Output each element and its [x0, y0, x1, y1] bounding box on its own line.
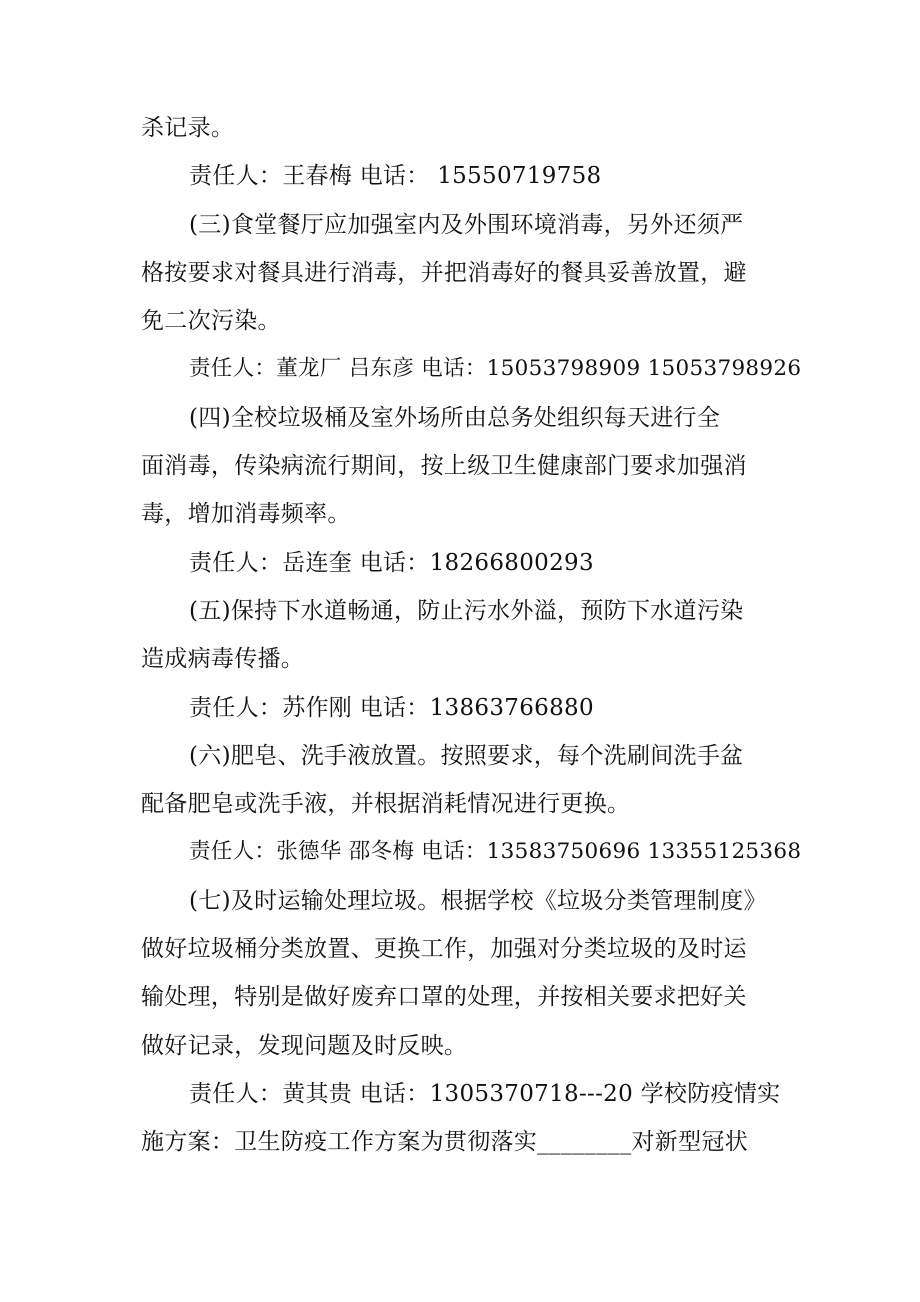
text-line: 毒，增加消毒频率。 — [141, 501, 351, 528]
text-line: 责任人：苏作刚 电话：13863766880 — [189, 694, 594, 721]
text-line: 做好记录，发现问题及时反映。 — [141, 1032, 468, 1059]
text-line: 责任人：岳连奎 电话：18266800293 — [189, 549, 594, 576]
text-line: 责任人：董龙厂 吕东彦 电话：15053798909 15053798926 — [189, 356, 802, 382]
text-line: 施方案：卫生防疫工作方案为贯彻落实________对新型冠状 — [141, 1129, 748, 1156]
text-line: (五)保持下水道畅通，防止污水外溢，预防下水道污染 — [189, 597, 744, 624]
text-line: 做好垃圾桶分类放置、更换工作，加强对分类垃圾的及时运 — [141, 936, 747, 963]
text-line: 杀记录。 — [141, 115, 235, 141]
text-line: 面消毒，传染病流行期间，按上级卫生健康部门要求加强消 — [141, 453, 747, 480]
text-line: (七)及时运输处理垃圾。根据学校《垃圾分类管理制度》 — [189, 887, 767, 914]
text-line: (六)肥皂、洗手液放置。按照要求，每个洗刷间洗手盆 — [189, 742, 744, 769]
document-body — [141, 104, 801, 1167]
text-line: 责任人：黄其贵 电话：1305370718---20 学校防疫情实 — [189, 1080, 781, 1107]
text-line: 造成病毒传播。 — [141, 646, 305, 673]
text-line: 责任人：王春梅 电话： 15550719758 — [189, 163, 602, 190]
text-line: 免二次污染。 — [141, 308, 281, 335]
text-line: (四)全校垃圾桶及室外场所由总务处组织每天进行全 — [189, 404, 721, 431]
text-line: 格按要求对餐具进行消毒，并把消毒好的餐具妥善放置，避 — [141, 259, 747, 286]
text-line: 责任人：张德华 邵冬梅 电话：13583750696 13355125368 — [189, 839, 802, 865]
text-line: 配备肥皂或洗手液，并根据消耗情况进行更换。 — [141, 791, 631, 818]
text-line: 输处理，特别是做好废弃口罩的处理，并按相关要求把好关 — [141, 984, 747, 1011]
text-line: (三)食堂餐厅应加强室内及外围环境消毒，另外还须严 — [189, 211, 744, 238]
